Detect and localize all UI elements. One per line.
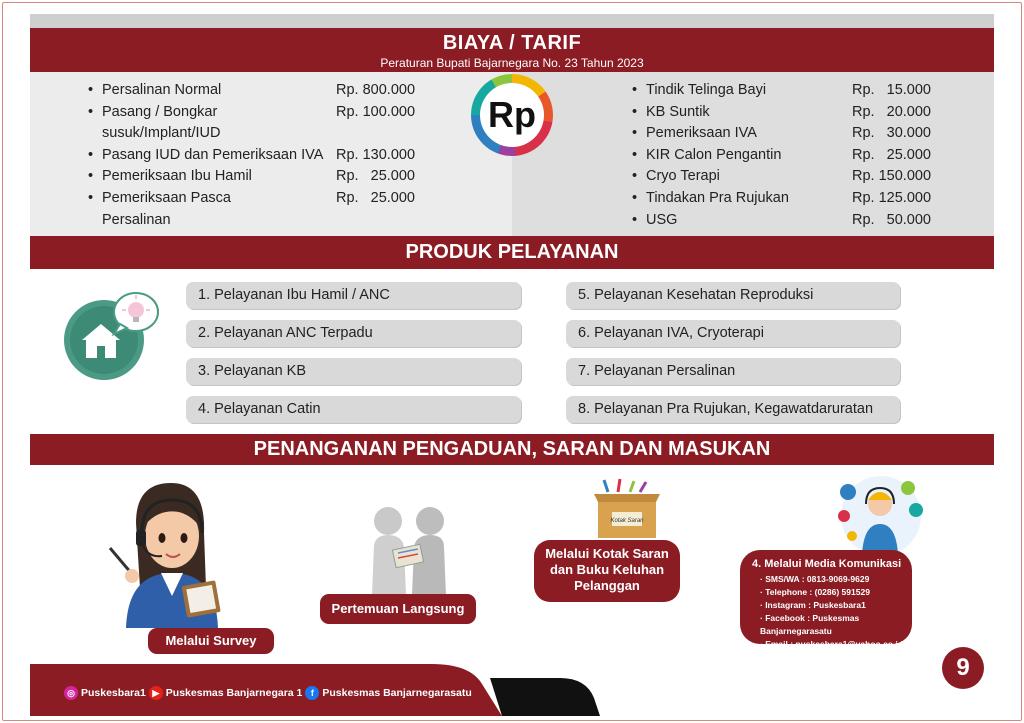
tarif-item: • Cryo Terapi Rp. 150.000 [632, 168, 932, 185]
footer-black-swoosh [490, 678, 600, 716]
survey-label: Melalui Survey [148, 628, 274, 654]
page-number: 9 [942, 647, 984, 689]
suggestion-box-label: Melalui Kotak Saran dan Buku Keluhan Pelanggan [534, 540, 680, 602]
suggestion-box-text: Kotak Saran [610, 518, 644, 524]
media-line-email: · Email : puskesbara1@yahoo.co.id [760, 639, 903, 649]
top-strip [30, 14, 994, 28]
media-title: 4. Melalui Media Komunikasi [752, 558, 902, 570]
youtube-icon: ▶ [149, 686, 163, 700]
tarif-header [30, 28, 994, 72]
service-item-6: 6. Pelayanan IVA, Cryoterapi [566, 320, 900, 347]
service-item-3: 3. Pelayanan KB [186, 358, 521, 385]
tarif-item: • Pasang / Bongkar susuk/Implant/IUD Rp. 100.000 [88, 103, 416, 142]
footer-facebook[interactable]: Puskesmas Banjarnegarasatu [322, 687, 472, 699]
suggestion-box-illustration [590, 478, 664, 540]
media-contact-illustration [836, 474, 926, 558]
tarif-item: • Pasang IUD dan Pemeriksaan IVA Rp. 130.000 [88, 146, 416, 163]
media-line-telephone: · Telephone : (0286) 591529 [760, 587, 870, 597]
service-item-4: 4. Pelayanan Catin [186, 396, 521, 423]
tarif-right-list [632, 80, 942, 231]
facebook-icon: f [305, 686, 319, 700]
media-contact-box [740, 550, 912, 649]
rupiah-logo-icon [471, 74, 553, 156]
instagram-icon: ◎ [64, 686, 78, 700]
service-item-7: 7. Pelayanan Persalinan [566, 358, 900, 385]
footer-social-links [64, 686, 472, 700]
tarif-item: • KIR Calon Pengantin Rp. 25.000 [632, 146, 931, 163]
tarif-item: • Pemeriksaan Ibu Hamil Rp. 25.000 [88, 168, 415, 185]
tarif-item: • Pemeriksaan Pasca Persalinan Rp. 25.000 [88, 189, 415, 228]
media-line-sms: · SMS/WA : 0813-9069-9629 [760, 574, 870, 584]
home-idea-icon [64, 290, 168, 382]
tarif-title: BIAYA / TARIF [442, 32, 582, 54]
pengaduan-header: PENANGANAN PENGADUAN, SARAN DAN MASUKAN [30, 434, 994, 465]
meeting-label: Pertemuan Langsung [320, 594, 476, 624]
media-line-instagram: · Instagram : Puskesbara1 [760, 600, 866, 610]
media-line-facebook: · Facebook : Puskesmas Banjarnegarasatu [760, 613, 860, 636]
tarif-item: • Tindik Telinga Bayi Rp. 15.000 [632, 82, 931, 98]
tarif-item: • Tindakan Pra Rujukan Rp. 125.000 [632, 189, 932, 206]
service-item-2: 2. Pelayanan ANC Terpadu [186, 320, 521, 347]
tarif-item: • USG Rp. 50.000 [632, 211, 931, 228]
service-item-5: 5. Pelayanan Kesehatan Reproduksi [566, 282, 900, 309]
tarif-subtitle: Peraturan Bupati Bajarnegara No. 23 Tahun 2023 [380, 56, 644, 70]
rupiah-logo-text: Rp [480, 83, 544, 147]
service-item-1: 1. Pelayanan Ibu Hamil / ANC [186, 282, 521, 309]
produk-header: PRODUK PELAYANAN [30, 236, 994, 269]
meeting-people-illustration [360, 505, 456, 595]
tarif-item: • KB Suntik Rp. 20.000 [632, 103, 931, 120]
tarif-item: • Pemeriksaan IVA Rp. 30.000 [632, 125, 931, 142]
survey-agent-illustration [106, 478, 226, 628]
footer-youtube[interactable]: Puskesmas Banjarnegara 1 [165, 687, 303, 699]
footer-instagram[interactable]: Puskesbara1 [81, 687, 146, 699]
tarif-item: • Persalinan Normal Rp. 800.000 [88, 82, 416, 98]
service-item-8: 8. Pelayanan Pra Rujukan, Kegawatdaruratan [566, 396, 900, 423]
tarif-left-list [88, 80, 428, 231]
